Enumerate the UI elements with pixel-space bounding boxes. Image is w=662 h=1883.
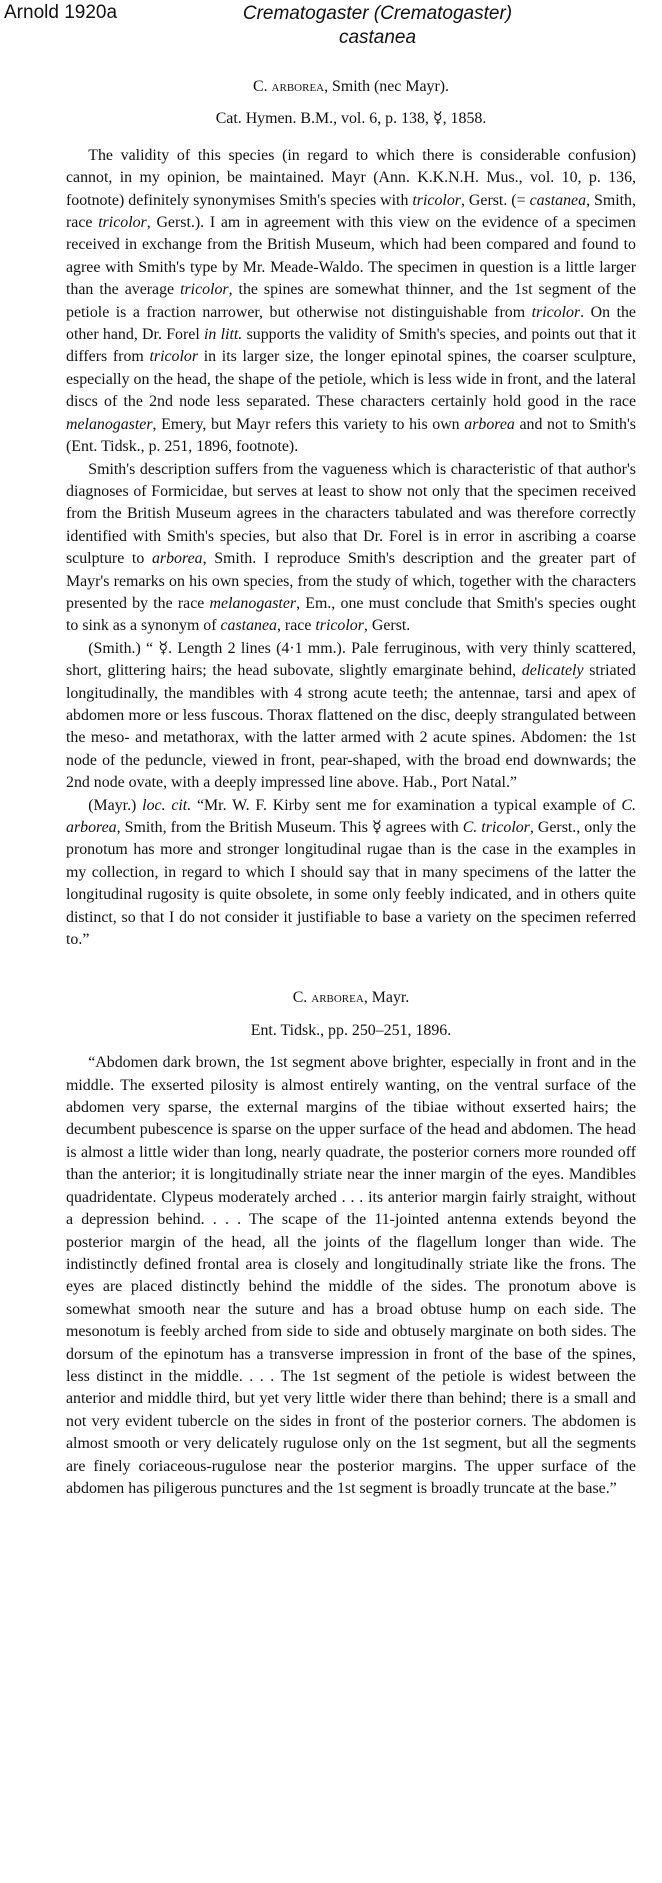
header-taxon-title — [150, 2, 605, 50]
header-title-line2: castanea — [338, 27, 417, 48]
text-run: , Smith, race — [66, 191, 636, 232]
italic-term: castanea — [220, 617, 277, 635]
text-run: , Gerst., only the pronotum has more and stronger longitudinal rugae than is the case in the examples in my collection, in regard to which I should say that in many specimens of the latter the longitudinal rugosity is quite obsolete, in some only feebly indicated, and in others quite distinct, so that I do not consider it justifiable to base a variety on the specimen referred to.” — [66, 819, 636, 949]
text-run: , race — [276, 617, 316, 635]
section2-citation: Ent. Tidsk., pp. 250–251, 1896. — [250, 1021, 452, 1039]
italic-term: delicately — [521, 662, 584, 680]
text-run: Smith's description suffers from the vagueness which is characteristic of that author's diagnoses of Formicidae, but serves at least to show not only that the specimen received from the British Museum agrees in the characters tabulated and was therefore correctly identified with Smith's species, but also that Dr. Forel is in error in ascribing a coarse sculpture to — [66, 460, 636, 568]
text-run: , Gerst. (= — [460, 191, 530, 209]
italic-term: tricolor — [98, 214, 147, 232]
italic-term: arborea — [464, 415, 515, 433]
section1-citation: Cat. Hymen. B.M., vol. 6, p. 138, ☿, 1858. — [215, 110, 487, 128]
text-run: The validity of this species (in regard to which there is considerable confusion) cannot, in my opinion, be maintained. Mayr (Ann. K.K.N.H. Mus., vol. 10, p. 136, footnote) definitely synonymises Smith's species with — [66, 146, 636, 209]
paragraph — [66, 459, 636, 638]
section1-heading: C. arborea, Smith (nec Mayr). — [253, 78, 449, 95]
italic-term: loc. cit. — [142, 796, 192, 814]
paragraph — [66, 1052, 636, 1500]
italic-term: tricolor — [412, 191, 461, 209]
text-run: (Smith.) “ ☿. Length 2 lines (4·1 mm.). Pale ferruginous, with very thinly scattered, short, glittering hairs; the head subovate, slightly emarginate behind, — [66, 639, 636, 680]
italic-term: in litt. — [204, 326, 243, 344]
italic-term: tricolor — [180, 281, 229, 299]
italic-term: arborea — [151, 550, 203, 568]
text-run: , the spines are somewhat thinner, and the 1st segment of the petiole is a fraction narrower, but otherwise not distinguishable from — [66, 281, 636, 321]
text-run: , Smith. I reproduce Smith's description and the greater part of Mayr's remarks on his own species, from the study of which, together with the characters presented by the race — [66, 550, 636, 612]
text-run: (Mayr.) — [88, 796, 143, 814]
text-run: and not to Smith's (Ent. Tidsk., p. 251, 1896, footnote). — [66, 415, 636, 456]
header-source: Arnold 1920a — [4, 2, 118, 23]
italic-term: C. arborea — [66, 796, 636, 836]
paragraph — [66, 145, 636, 459]
document-body — [66, 76, 636, 1500]
text-run: . On the other hand, Dr. Forel — [66, 303, 636, 344]
text-run: , Gerst.). I am in agreement with this view on the evidence of a specimen received in exchange from the British Museum, which had been compared and found to agree with Smith's type by Mr. Meade-Waldo. The specimen in question is a little larger than the average — [66, 214, 636, 299]
italic-term: castanea — [529, 191, 587, 209]
italic-term: melanogaster — [66, 415, 153, 433]
text-run: “Abdomen dark brown, the 1st segment above brighter, especially in front and in the middle. The exserted pilosity is almost entirely wanting, on the ventral surface of the abdomen very sparse, the external margins of the tibiae without exserted hairs; the decumbent pubescence is sparse on the upper surface of the head and abdomen. The head is almost a little wider than long, nearly quadrate, the posterior corners more rounded off than the anterior; it is longitudinally striate near the inner margin of the eyes. Mandibles quadridentate. Clypeus moderately arched . . . its anterior margin fairly straight, without a depression behind. . . . The scape of the 11-jointed antenna extends beyond the posterior margin of the head, all the joints of the flagellum longer than wide. The indistinctly defined frontal area is closely and longitudinally striate like the frons. The eyes are placed distinctly behind the middle of the sides. The pronotum above is somewhat smooth near the suture and has a broad obtuse hump on each side. The mesonotum is feebly arched from side to side and obtusely marginate on both sides. The dorsum of the epinotum has a transverse impression in front of the base of the spines, less distinct in the middle. . . . The 1st segment of the petiole is widest between the anterior and middle third, but yet very little wider there than behind; there is a small and not very evident tubercle on the sides in front of the posterior corners. The abdomen is almost smooth or very delicately rugulose only on the 1st segment, but all the segments are finely coriaceous-rugulose near the posterior margins. The upper surface of the abdomen has piligerous punctures and the 1st segment is broadly truncate at the base.” — [66, 1054, 636, 1497]
text-run: , Emery, but Mayr refers this variety to his own — [152, 415, 465, 433]
text-run: , Smith, from the British Museum. This ☿ agrees with — [116, 819, 463, 836]
italic-term: tricolor — [531, 303, 581, 321]
text-run: striated longitudinally, the mandibles with 4 strong acute teeth; the antennae, tarsi and apex of abdomen more or less fuscous. Thorax flattened on the disc, deeply strangulated between the meso- and metathorax, with the latter armed with 2 acute spines. Abdomen: the 1st node of the peduncle, viewed in front, pear-shaped, with the broad end downwards; the 2nd node ovate, with a deeply impressed line above. Hab., Port Natal.” — [66, 662, 636, 792]
italic-term: C. tricolor — [462, 819, 530, 836]
text-run: in its larger size, the longer epinotal spines, the coarser sculpture, especially on the head, the shape of the petiole, which is less wide in front, and the lateral discs of the 2nd node less separated. These characters certainly hold good in the race — [66, 348, 636, 411]
text-run: “Mr. W. F. Kirby sent me for examination a typical example of — [191, 796, 622, 814]
paragraph — [66, 638, 636, 795]
section2-heading: C. arborea, Mayr. — [292, 989, 410, 1007]
text-run: , Em., one must conclude that Smith's species ought to sink as a synonym of — [66, 594, 636, 635]
italic-term: tricolor — [315, 617, 364, 635]
header-title-line1: Crematogaster (Crematogaster) — [242, 3, 513, 24]
italic-term: tricolor — [149, 348, 199, 366]
text-run: , Gerst. — [363, 617, 411, 635]
paragraph — [66, 795, 636, 952]
text-run: supports the validity of Smith's species, and points out that it differs from — [66, 326, 636, 366]
italic-term: melanogaster — [209, 594, 297, 612]
